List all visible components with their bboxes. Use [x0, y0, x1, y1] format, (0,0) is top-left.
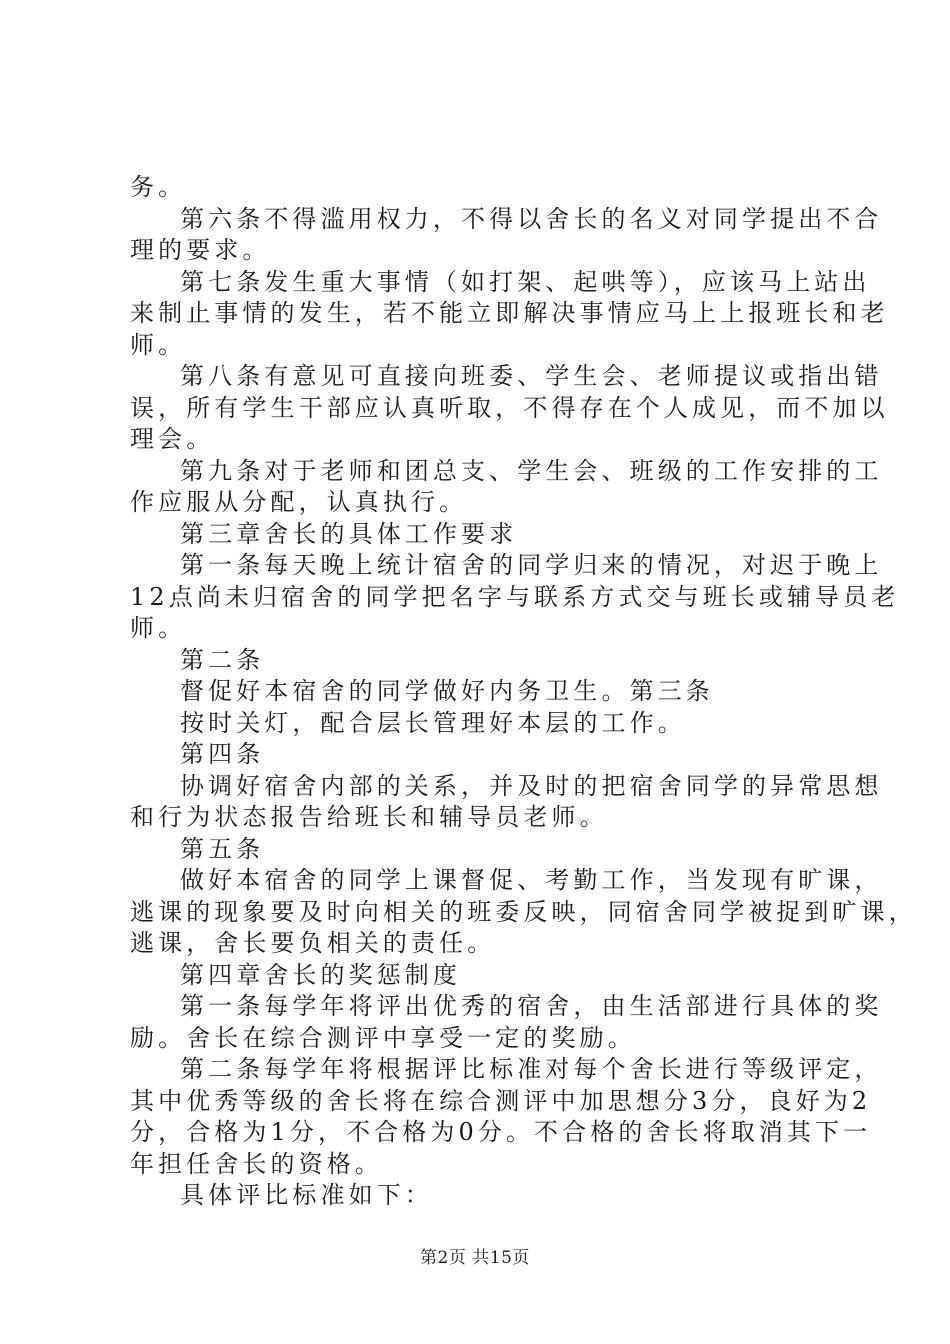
text-line: 督促好本宿舍的同学做好内务卫生。第三条 [180, 677, 714, 705]
text-line: 协调好宿舍内部的关系，并及时的把宿舍同学的异常思想 [180, 771, 883, 800]
text-line: 来制止事情的发生，若不能立即解决事情应马上上报班长和老 [130, 299, 889, 327]
text-line: 理会。 [130, 425, 215, 453]
text-line: 12点尚未归宿舍的同学把名字与联系方式交与班长或辅导员老 [130, 582, 900, 611]
text-line: 逃课，舍长要负相关的责任。 [130, 929, 496, 957]
text-line: 做好本宿舍的同学上课督促、考勤工作，当发现有旷课， [180, 866, 883, 894]
page-number-footer: 第2页 共15页 [420, 1248, 530, 1268]
text-line: 第九条对于老师和团总支、学生会、班级的工作安排的工 [180, 456, 883, 485]
text-line: 其中优秀等级的舍长将在综合测评中加思想分3分，良好为2 [130, 1086, 872, 1115]
text-line: 和行为状态报告给班长和辅导员老师。 [130, 803, 608, 831]
text-line: 第一条每学年将评出优秀的宿舍，由生活部进行具体的奖 [180, 992, 883, 1020]
text-line: 第三章舍长的具体工作要求 [180, 519, 518, 548]
text-line: 按时关灯，配合层长管理好本层的工作。 [180, 708, 686, 737]
text-line: 第二条每学年将根据评比标准对每个舍长进行等级评定， [180, 1055, 883, 1083]
text-line: 第五条 [180, 834, 265, 863]
text-line: 第二条 [180, 645, 265, 674]
text-line: 第七条发生重大事情（如打架、起哄等），应该马上站出 [180, 267, 871, 296]
text-line: 第四条 [180, 740, 265, 768]
text-line: 具体评比标准如下： [180, 1181, 433, 1209]
text-line: 第六条不得滥用权力，不得以舍长的名义对同学提出不合 [180, 204, 883, 233]
text-line: 误，所有学生干部应认真听取，不得存在个人成见，而不加以 [130, 393, 889, 422]
text-line: 年担任舍长的资格。 [130, 1149, 383, 1178]
text-line: 作应服从分配，认真执行。 [130, 488, 468, 516]
text-line: 第八条有意见可直接向班委、学生会、老师提议或指出错 [180, 362, 883, 390]
text-line: 第四章舍长的奖惩制度 [180, 960, 461, 989]
text-line: 第一条每天晚上统计宿舍的同学归来的情况，对迟于晚上 [180, 551, 883, 579]
text-line: 师。 [130, 330, 187, 359]
text-line: 逃课的现象要及时向相关的班委反映，同宿舍同学被捉到旷课， [130, 897, 917, 926]
text-line: 理的要求。 [130, 236, 271, 264]
text-line: 务。 [130, 173, 187, 201]
text-line: 励。舍长在综合测评中享受一定的奖励。 [130, 1023, 636, 1052]
text-line: 分，合格为1分，不合格为0分。不合格的舍长将取消其下一 [130, 1118, 872, 1146]
document-body [130, 172, 917, 1212]
text-line: 师。 [130, 614, 187, 642]
